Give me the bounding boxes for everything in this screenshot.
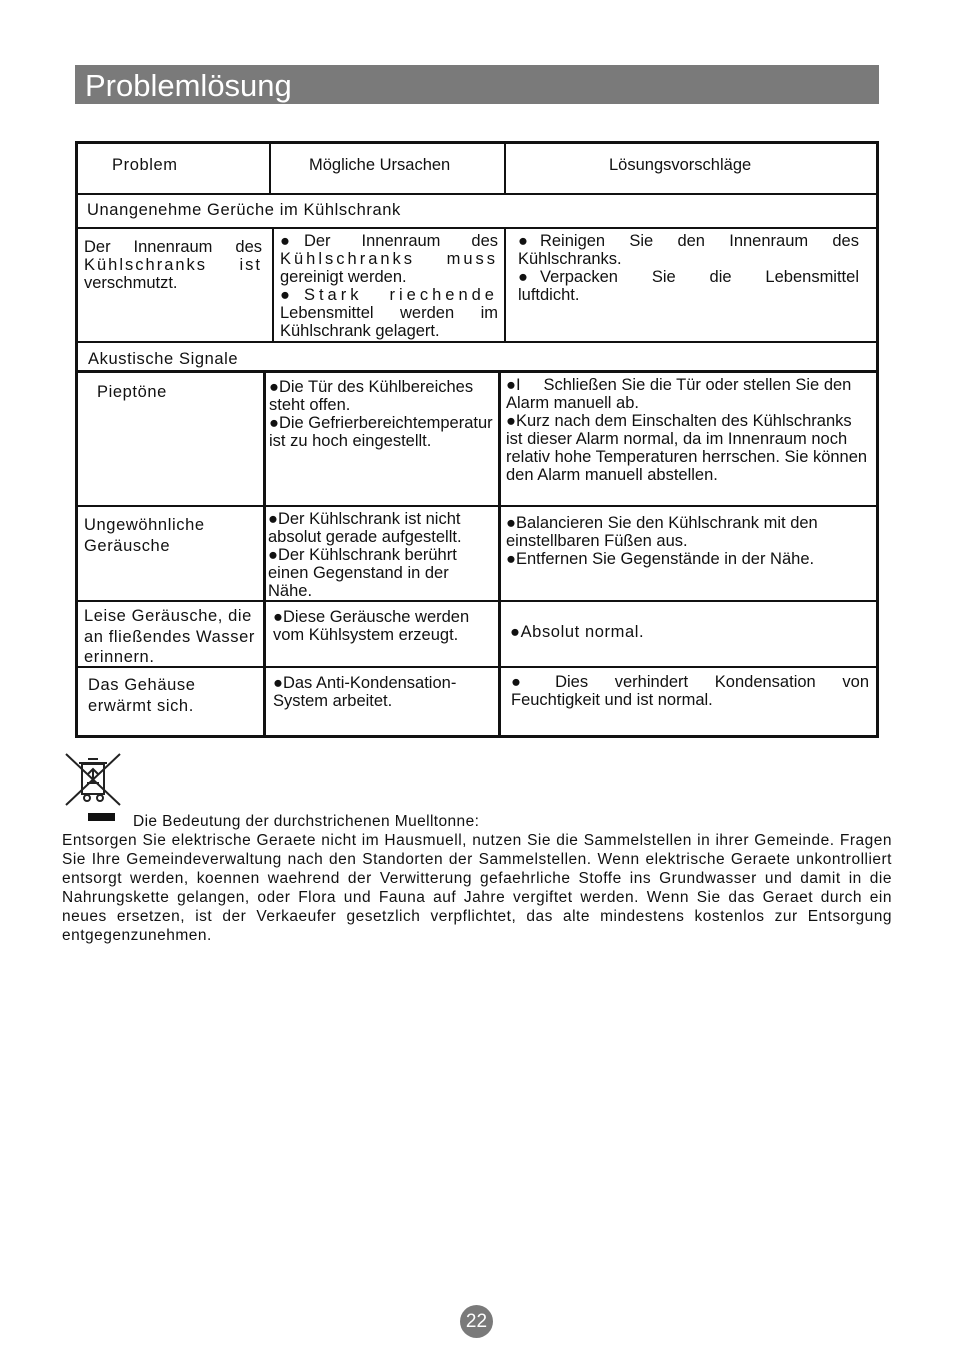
problem-text-line: Der Innenraum des bbox=[84, 238, 262, 256]
bullet-icon bbox=[280, 232, 290, 250]
cause-cell bbox=[280, 232, 498, 340]
bullet-icon bbox=[268, 546, 278, 564]
table-rule bbox=[269, 141, 271, 194]
solution-cell bbox=[506, 514, 868, 568]
cause-cell bbox=[269, 378, 493, 450]
table-rule bbox=[272, 228, 274, 342]
cause-item bbox=[269, 414, 493, 450]
bullet-icon bbox=[269, 414, 279, 432]
bullet-icon bbox=[269, 378, 279, 396]
solution-text: Balancieren Sie den Kühlschrank mit den einstellbaren Füßen aus. bbox=[506, 514, 818, 550]
solution-text: Entfernen Sie Gegenstände in der Nähe. bbox=[515, 550, 815, 568]
cause-text-line: Kühlschrank gelagert. bbox=[280, 322, 440, 340]
bullet-icon bbox=[511, 673, 543, 691]
disposal-body: Entsorgen Sie elektrische Geraete nicht im Hausmuell, nutzen Sie die Sammelstellen in ihrer Gemeinde. Fragen Sie Ihre Gemeindeverwaltung nach den Standorten der Sammelstellen. Wenn elektrische Geraete unkontrolliert entsorgt werden, koennen waehrend der Verwitterung gefaehrliche Stoffe ins Grundwasser und damit in die Nahrungskette gelangen, oder Flora und Fauna auf Jahre vergiftet werden. Wenn Sie das Geraet durch ein neues ersetzen, ist der Verkaeufer gesetzlich verpflichtet, das alte mindestens kostenlos zur Entsorgung entgegenzunehmen. bbox=[62, 832, 892, 944]
solution-text: Dies verhindert Kondensation von Feuchtigkeit und ist normal. bbox=[511, 673, 869, 709]
table-rule bbox=[504, 141, 506, 194]
section-title-odors: Unangenehme Gerüche im Kühlschrank bbox=[87, 201, 401, 219]
bullet-icon bbox=[518, 232, 528, 250]
bullet-icon bbox=[268, 510, 278, 528]
cause-item bbox=[269, 378, 493, 414]
problem-cell: Ungewöhnliche Geräusche bbox=[84, 516, 205, 555]
solution-text: I Schließen Sie die Tür oder stellen Sie den Alarm manuell ab. bbox=[506, 376, 856, 412]
solution-cell bbox=[506, 376, 868, 484]
header-problem: Problem bbox=[112, 156, 178, 174]
solution-cell bbox=[511, 673, 869, 709]
cause-item bbox=[280, 286, 498, 304]
disposal-heading: Die Bedeutung der durchstrichenen Muelltonne: bbox=[133, 813, 480, 830]
table-rule bbox=[75, 193, 879, 195]
solution-text: Kurz nach dem Einschalten des Kühlschranks ist dieser Alarm normal, da im Innenraum noch relativ hohe Temperaturen herrschen. Sie können den Alarm manuell abstellen. bbox=[506, 412, 868, 484]
title-bar bbox=[75, 65, 879, 104]
solution-text-line: Kühlschranks. bbox=[518, 250, 622, 268]
page-title: Problemlösung bbox=[85, 68, 292, 103]
table-rule bbox=[263, 371, 266, 738]
solution-cell bbox=[518, 232, 859, 304]
solution-item bbox=[518, 268, 859, 286]
cause-item bbox=[268, 546, 494, 600]
solution-text-line: Verpacken Sie die Lebensmittel bbox=[539, 268, 859, 286]
header-solutions: Lösungsvorschläge bbox=[609, 156, 752, 174]
solution-item bbox=[506, 412, 868, 484]
bin-underline-bar bbox=[88, 813, 115, 821]
cause-text: Die Gefrierbereichtemperatur ist zu hoch eingestellt. bbox=[269, 414, 493, 450]
cause-text-line: Stark riechende bbox=[303, 286, 498, 304]
bullet-icon bbox=[506, 514, 516, 532]
cause-text-line: gereinigt werden. bbox=[280, 268, 407, 286]
solution-item bbox=[510, 623, 860, 641]
cause-item bbox=[273, 674, 473, 710]
solution-item bbox=[506, 376, 868, 412]
crossed-out-wheelie-bin-icon bbox=[62, 750, 124, 808]
cause-text-line: Der Innenraum des bbox=[303, 232, 498, 250]
cause-text: Diese Geräusche werden vom Kühlsystem erzeugt. bbox=[273, 608, 470, 644]
problem-text-line: verschmutzt. bbox=[84, 274, 178, 292]
solution-text-line: luftdicht. bbox=[518, 286, 580, 304]
table-rule bbox=[75, 341, 879, 343]
cause-text-line: Lebensmittel werden im bbox=[280, 304, 498, 322]
cause-cell bbox=[273, 608, 491, 644]
table-rule bbox=[75, 227, 879, 229]
problem-cell: Pieptöne bbox=[97, 383, 167, 401]
bullet-icon bbox=[510, 623, 521, 641]
cause-text: Der Kühlschrank berührt einen Gegenstand in der Nähe. bbox=[268, 546, 457, 600]
problem-cell: Das Gehäuse erwärmt sich. bbox=[88, 676, 196, 715]
problem-cell: Leise Geräusche, die an fließendes Wasser erinnern. bbox=[84, 607, 255, 666]
solution-text-line: Reinigen Sie den Innenraum des bbox=[539, 232, 859, 250]
bullet-icon bbox=[506, 412, 516, 430]
solution-item bbox=[506, 514, 868, 550]
solution-item bbox=[506, 550, 868, 568]
bullet-icon bbox=[518, 268, 528, 286]
cause-text: Das Anti-Kondensation-System arbeitet. bbox=[273, 674, 457, 710]
table-rule bbox=[504, 228, 506, 342]
bullet-icon bbox=[273, 608, 283, 626]
cause-cell bbox=[273, 674, 473, 710]
solution-item bbox=[518, 232, 859, 250]
problem-text-line: Kühlschranks ist bbox=[84, 256, 262, 274]
section-title-acoustic: Akustische Signale bbox=[88, 350, 239, 368]
cause-cell bbox=[268, 510, 494, 600]
cause-item bbox=[273, 608, 491, 644]
bullet-icon bbox=[506, 550, 516, 568]
cause-text: Der Kühlschrank ist nicht absolut gerade aufgestellt. bbox=[268, 510, 462, 546]
cause-item bbox=[268, 510, 494, 546]
solution-cell bbox=[510, 623, 860, 641]
cause-text: Die Tür des Kühlbereiches steht offen. bbox=[269, 378, 474, 414]
header-causes: Mögliche Ursachen bbox=[309, 156, 451, 174]
problem-cell bbox=[84, 238, 262, 292]
solution-item bbox=[511, 673, 869, 709]
cause-item bbox=[280, 232, 498, 250]
table-rule bbox=[75, 370, 879, 373]
bullet-icon bbox=[273, 674, 283, 692]
bullet-icon bbox=[280, 286, 290, 304]
table-rule bbox=[75, 505, 879, 507]
table-rule bbox=[498, 371, 501, 738]
table-rule bbox=[75, 600, 879, 602]
bullet-icon bbox=[506, 376, 516, 394]
solution-text: Absolut normal. bbox=[520, 623, 645, 641]
cause-text-line: Kühlschranks muss bbox=[280, 250, 498, 268]
page-number: 22 bbox=[460, 1305, 493, 1338]
